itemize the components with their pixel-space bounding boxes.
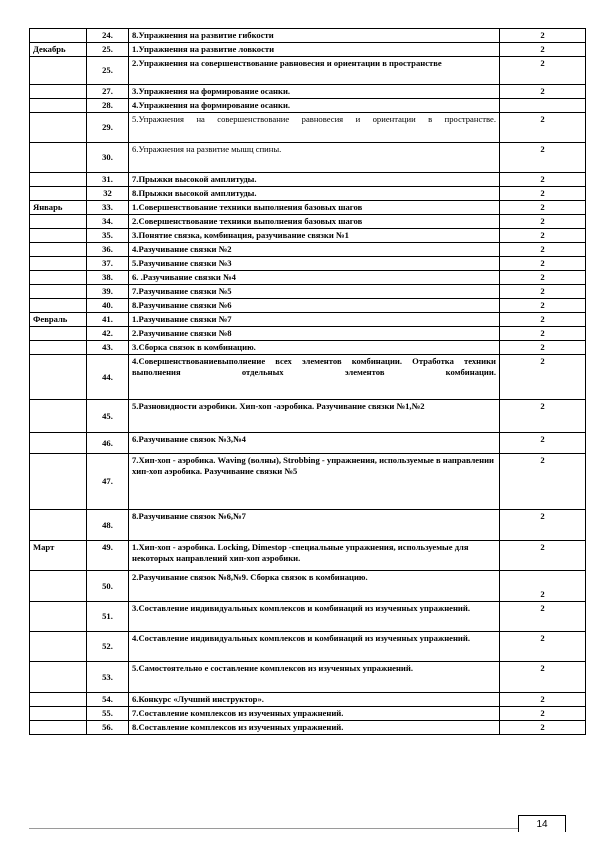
lesson-hours: 2 (500, 285, 586, 299)
lesson-number: 52. (87, 632, 129, 662)
lesson-topic: 8.Разучивание связок №6,№7 (129, 510, 500, 541)
month-cell (30, 341, 87, 355)
month-cell (30, 285, 87, 299)
lesson-topic: 7.Разучивание связки №5 (129, 285, 500, 299)
lesson-number: 41. (87, 313, 129, 327)
schedule-row (30, 313, 586, 327)
schedule-row (30, 29, 586, 43)
lesson-number: 39. (87, 285, 129, 299)
lesson-hours: 2 (500, 721, 586, 735)
month-cell: Февраль (30, 313, 87, 327)
lesson-hours: 2 (500, 187, 586, 201)
month-cell (30, 454, 87, 510)
lesson-number: 51. (87, 602, 129, 632)
lesson-number: 40. (87, 299, 129, 313)
lesson-number: 24. (87, 29, 129, 43)
footer-rule (29, 828, 519, 829)
lesson-number: 54. (87, 693, 129, 707)
lesson-topic: 3.Составление индивидуальных комплексов и комбинаций из изученных упражнений. (129, 602, 500, 632)
schedule-body (30, 29, 586, 735)
schedule-row (30, 433, 586, 454)
month-cell (30, 299, 87, 313)
lesson-hours: 2 (500, 215, 586, 229)
lesson-topic: 2.Разучивание связки №8 (129, 327, 500, 341)
lesson-topic: 3.Сборка связок в комбинацию. (129, 341, 500, 355)
month-cell (30, 57, 87, 85)
lesson-topic: 6.Разучивание связок №3,№4 (129, 433, 500, 454)
month-cell (30, 510, 87, 541)
lesson-number: 47. (87, 454, 129, 510)
schedule-row (30, 187, 586, 201)
schedule-row (30, 510, 586, 541)
lesson-number: 55. (87, 707, 129, 721)
lesson-topic: 2.Разучивание связок №8,№9. Сборка связок в комбинацию. (129, 571, 500, 602)
schedule-row (30, 721, 586, 735)
lesson-number: 42. (87, 327, 129, 341)
lesson-hours: 2 (500, 571, 586, 602)
lesson-number: 35. (87, 229, 129, 243)
lesson-topic: 8.Разучивание связки №6 (129, 299, 500, 313)
schedule-row (30, 454, 586, 510)
lesson-hours: 2 (500, 29, 586, 43)
lesson-hours: 2 (500, 662, 586, 693)
schedule-row (30, 201, 586, 215)
lesson-topic: 1.Совершенствование техники выполнения базовых шагов (129, 201, 500, 215)
schedule-row (30, 632, 586, 662)
month-cell (30, 257, 87, 271)
month-cell: Январь (30, 201, 87, 215)
lesson-number: 53. (87, 662, 129, 693)
schedule-row (30, 299, 586, 313)
lesson-hours: 2 (500, 57, 586, 85)
lesson-number: 32 (87, 187, 129, 201)
lesson-number: 28. (87, 99, 129, 113)
schedule-row (30, 662, 586, 693)
lesson-hours: 2 (500, 707, 586, 721)
lesson-topic: 1.Разучивание связки №7 (129, 313, 500, 327)
lesson-topic: 7.Хип-хоп - аэробика. Waving (волны), Strobbing - упражнения, используемые в направлении хип-хоп аэробика. Разучивание связки №5 (129, 454, 500, 510)
lesson-hours: 2 (500, 43, 586, 57)
schedule-row (30, 693, 586, 707)
schedule-row (30, 113, 586, 143)
lesson-topic: 3.Упражнения на формирование осанки. (129, 85, 500, 99)
month-cell (30, 173, 87, 187)
lesson-hours (500, 99, 586, 113)
lesson-hours: 2 (500, 693, 586, 707)
lesson-hours: 2 (500, 201, 586, 215)
lesson-hours: 2 (500, 299, 586, 313)
lesson-hours: 2 (500, 454, 586, 510)
lesson-topic: 1.Упражнения на развитие ловкости (129, 43, 500, 57)
lesson-number: 34. (87, 215, 129, 229)
lesson-number: 48. (87, 510, 129, 541)
schedule-row (30, 257, 586, 271)
schedule-row (30, 173, 586, 187)
schedule-row (30, 229, 586, 243)
lesson-hours: 2 (500, 257, 586, 271)
schedule-row (30, 602, 586, 632)
lesson-topic: 4.Разучивание связки №2 (129, 243, 500, 257)
month-cell: Март (30, 541, 87, 571)
lesson-hours: 2 (500, 229, 586, 243)
month-cell (30, 721, 87, 735)
month-cell (30, 662, 87, 693)
schedule-row (30, 327, 586, 341)
lesson-topic: 5.Самостоятельно е составление комплексов из изученных упражнений. (129, 662, 500, 693)
month-cell (30, 187, 87, 201)
lesson-hours: 2 (500, 243, 586, 257)
schedule-row (30, 355, 586, 400)
lesson-number: 30. (87, 143, 129, 173)
lesson-hours: 2 (500, 400, 586, 433)
lesson-topic: 8.Упражнения на развитие гибкости (129, 29, 500, 43)
lesson-number: 27. (87, 85, 129, 99)
schedule-row (30, 243, 586, 257)
lesson-number: 50. (87, 571, 129, 602)
schedule-row (30, 341, 586, 355)
lesson-number: 25. (87, 57, 129, 85)
lesson-topic: 6.Конкурс «Лучший инструктор». (129, 693, 500, 707)
lesson-hours: 2 (500, 85, 586, 99)
lesson-topic: 2.Совершенствование техники выполнения базовых шагов (129, 215, 500, 229)
lesson-topic: 4.Совершенствованиевыполнение всех элементов комбинации. Отработка техники выполнения отдельных элементов комбинации. (129, 355, 500, 400)
lesson-topic: 2.Упражнения на совершенствование равновесия и ориентации в пространстве (129, 57, 500, 85)
month-cell (30, 85, 87, 99)
lesson-topic: 6. .Разучивание связки №4 (129, 271, 500, 285)
lesson-hours: 2 (500, 327, 586, 341)
month-cell (30, 327, 87, 341)
lesson-hours: 2 (500, 113, 586, 143)
lesson-hours: 2 (500, 271, 586, 285)
lesson-hours: 2 (500, 313, 586, 327)
schedule-row (30, 285, 586, 299)
month-cell (30, 571, 87, 602)
month-cell (30, 707, 87, 721)
month-cell (30, 433, 87, 454)
schedule-row (30, 271, 586, 285)
month-cell (30, 99, 87, 113)
schedule-row (30, 215, 586, 229)
schedule-row (30, 571, 586, 602)
lesson-topic: 5.Разновидности аэробики. Хип-хоп -аэробика. Разучивание связки №1,№2 (129, 400, 500, 433)
lesson-topic: 1.Хип-хоп - аэробика. Locking, Dimestop -специальные упражнения, используемые для некоторых направлений хип-хоп аэробики. (129, 541, 500, 571)
lesson-hours: 2 (500, 433, 586, 454)
lesson-hours: 2 (500, 143, 586, 173)
month-cell (30, 229, 87, 243)
lesson-topic: 5.Разучивание связки №3 (129, 257, 500, 271)
schedule-row (30, 99, 586, 113)
lesson-topic: 4.Упражнения на формирование осанки. (129, 99, 500, 113)
lesson-number: 49. (87, 541, 129, 571)
lesson-topic: 6.Упражнения на развитие мышц спины. (129, 143, 500, 173)
schedule-row (30, 143, 586, 173)
lesson-number: 29. (87, 113, 129, 143)
page-number: 14 (518, 815, 566, 832)
month-cell (30, 271, 87, 285)
month-cell: Декабрь (30, 43, 87, 57)
schedule-row (30, 85, 586, 99)
lesson-number: 33. (87, 201, 129, 215)
lesson-topic: 7.Прыжки высокой амплитуды. (129, 173, 500, 187)
lesson-number: 37. (87, 257, 129, 271)
month-cell (30, 113, 87, 143)
lesson-number: 45. (87, 400, 129, 433)
schedule-row (30, 707, 586, 721)
lesson-topic: 5.Упражнения на совершенствование равновесия и ориентации в пространстве. (129, 113, 500, 143)
lesson-hours: 2 (500, 632, 586, 662)
month-cell (30, 693, 87, 707)
month-cell (30, 243, 87, 257)
lesson-hours: 2 (500, 541, 586, 571)
month-cell (30, 355, 87, 400)
schedule-row (30, 57, 586, 85)
schedule-table (29, 28, 586, 735)
month-cell (30, 29, 87, 43)
lesson-topic: 3.Понятие связка, комбинация, разучивание связки №1 (129, 229, 500, 243)
lesson-number: 31. (87, 173, 129, 187)
month-cell (30, 632, 87, 662)
month-cell (30, 602, 87, 632)
schedule-row (30, 400, 586, 433)
lesson-number: 56. (87, 721, 129, 735)
lesson-topic: 8.Прыжки высокой амплитуды. (129, 187, 500, 201)
schedule-row (30, 541, 586, 571)
lesson-hours: 2 (500, 341, 586, 355)
lesson-number: 46. (87, 433, 129, 454)
lesson-number: 36. (87, 243, 129, 257)
month-cell (30, 143, 87, 173)
schedule-row (30, 43, 586, 57)
lesson-hours: 2 (500, 510, 586, 541)
month-cell (30, 400, 87, 433)
lesson-number: 43. (87, 341, 129, 355)
lesson-topic: 4.Составление индивидуальных комплексов и комбинаций из изученных упражнений. (129, 632, 500, 662)
lesson-topic: 8.Составление комплексов из изученных упражнений. (129, 721, 500, 735)
lesson-number: 25. (87, 43, 129, 57)
lesson-hours: 2 (500, 173, 586, 187)
lesson-topic: 7.Составление комплексов из изученных упражнений. (129, 707, 500, 721)
lesson-hours: 2 (500, 355, 586, 400)
lesson-number: 38. (87, 271, 129, 285)
lesson-number: 44. (87, 355, 129, 400)
month-cell (30, 215, 87, 229)
lesson-hours: 2 (500, 602, 586, 632)
